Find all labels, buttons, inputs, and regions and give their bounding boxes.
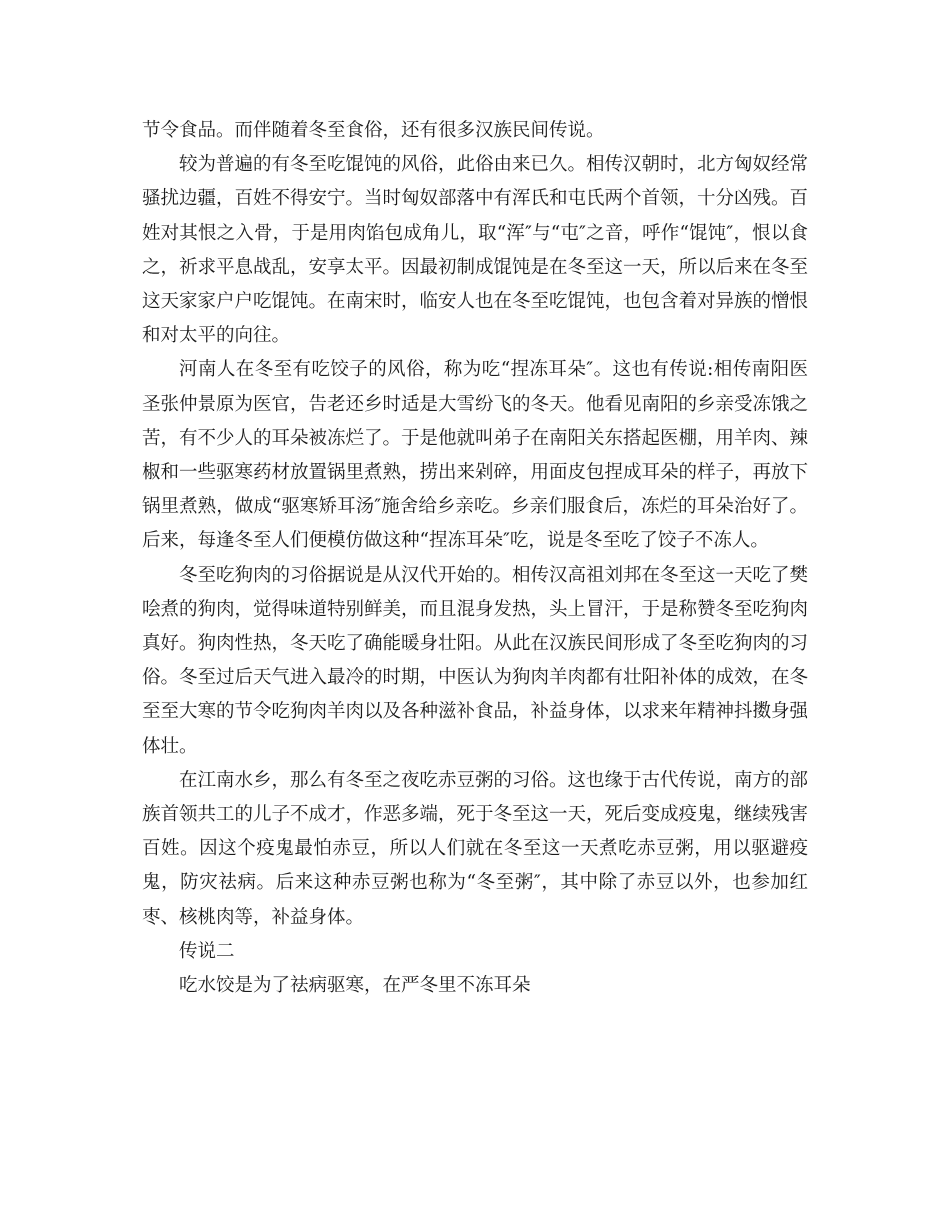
paragraph-wonton: 较为普遍的有冬至吃馄饨的风俗，此俗由来已久。相传汉朝时，北方匈奴经常骚扰边疆，百姓不得安宁。当时匈奴部落中有浑氏和屯氏两个首领，十分凶残。百姓对其恨之入骨，于是用肉馅包成角儿，取“浑″与“屯″之音，呼作“馄饨″，恨以食之，祈求平息战乱，安享太平。因最初制成馄饨是在冬至这一天，所以后来在冬至这天家家户户吃馄饨。在南宋时，临安人也在冬至吃馄饨，也包含着对异族的憎恨和对太平的向往。 bbox=[142, 154, 809, 347]
paragraph-red-bean-porridge: 在江南水乡，那么有冬至之夜吃赤豆粥的习俗。这也缘于古代传说，南方的部族首领共工的儿子不成才，作恶多端，死于冬至这一天，死后变成疫鬼，继续残害百姓。因这个疫鬼最怕赤豆，所以人们就在冬至这一天煮吃赤豆粥，用以驱避疫鬼，防灾祛病。后来这种赤豆粥也称为“冬至粥″，其中除了赤豆以外，也参加红枣、核桃肉等，补益身体。 bbox=[142, 769, 809, 928]
paragraph-dumplings: 河南人在冬至有吃饺子的风俗，称为吃“捏冻耳朵″。这也有传说:相传南阳医圣张仲景原为医官，告老还乡时适是大雪纷飞的冬天。他看见南阳的乡亲受冻饿之苦，有不少人的耳朵被冻烂了。于是他就叫弟子在南阳关东搭起医棚，用羊肉、辣椒和一些驱寒药材放置锅里煮熟，捞出来剁碎，用面皮包捏成耳朵的样子，再放下锅里煮熟，做成“驱寒矫耳汤″施舍给乡亲吃。乡亲们服食后，冻烂的耳朵治好了。后来，每逢冬至人们便模仿做这种“捏冻耳朵″吃，说是冬至吃了饺子不冻人。 bbox=[142, 359, 809, 552]
paragraph-dog-meat: 冬至吃狗肉的习俗据说是从汉代开始的。相传汉高祖刘邦在冬至这一天吃了樊哙煮的狗肉，觉得味道特别鲜美，而且混身发热，头上冒汗，于是称赞冬至吃狗肉真好。狗肉性热，冬天吃了确能暖身壮阳。从此在汉族民间形成了冬至吃狗肉的习俗。冬至过后天气进入最冷的时期，中医认为狗肉羊肉都有壮阳补体的成效，在冬至至大寒的节令吃狗肉羊肉以及各种滋补食品，补益身体，以求来年精神抖擞身强体壮。 bbox=[142, 564, 809, 757]
paragraph-dumplings-ears: 吃水饺是为了祛病驱寒，在严冬里不冻耳朵 bbox=[179, 975, 531, 997]
document-body bbox=[142, 114, 808, 1003]
paragraph-continuation: 节令食品。而伴随着冬至食俗，还有很多汉族民间传说。 bbox=[142, 120, 605, 141]
section-heading-legend-two: 传说二 bbox=[179, 940, 235, 962]
